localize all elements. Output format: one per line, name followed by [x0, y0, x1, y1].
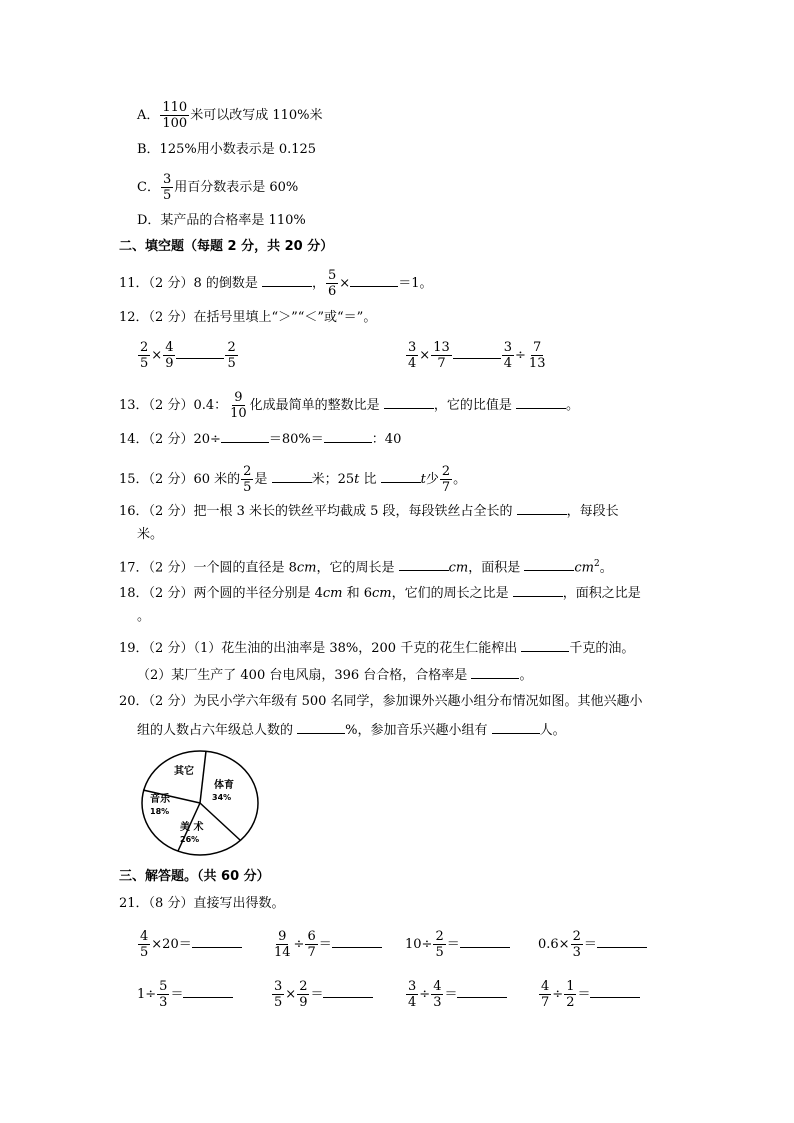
- answer-blank[interactable]: [471, 664, 519, 679]
- denominator: 7: [307, 945, 316, 960]
- q16-line-2: 米。: [137, 527, 164, 542]
- question-11: [119, 268, 432, 299]
- answer-blank[interactable]: [457, 983, 507, 998]
- numerator: 9: [234, 390, 243, 405]
- question-14: [119, 428, 401, 449]
- numerator: 7: [533, 340, 542, 355]
- answer-blank[interactable]: [453, 344, 501, 359]
- q18-line-2: 。: [137, 609, 151, 624]
- q15-text: 15．（2 分）60 米的: [119, 472, 241, 487]
- answer-blank[interactable]: [262, 272, 312, 287]
- q19-text-end: 千克的油。: [569, 641, 635, 656]
- denominator: 7: [441, 480, 451, 495]
- numerator: 4: [140, 929, 149, 944]
- calc-item-8: [538, 979, 640, 1010]
- variable-t: t: [420, 472, 426, 487]
- denominator: 5: [435, 945, 444, 960]
- denominator: 100: [162, 116, 188, 131]
- denominator: 7: [437, 356, 446, 371]
- fraction: [272, 929, 293, 960]
- operator: ×: [151, 348, 163, 363]
- q15-text-mid2: 米；25: [311, 472, 355, 487]
- variable-t: t: [354, 472, 360, 487]
- fraction: [539, 979, 551, 1010]
- denominator: 5: [140, 356, 149, 371]
- denominator: 9: [165, 356, 174, 371]
- denominator: 6: [328, 284, 337, 299]
- question-16: [119, 500, 619, 521]
- calc-text: ＝: [310, 987, 324, 1002]
- unit-cm: cm: [296, 560, 317, 576]
- numerator: 2: [299, 979, 308, 994]
- q11-text: 11．（2 分）8 的倒数是: [119, 276, 258, 291]
- calc-item-1: [137, 929, 242, 960]
- q13-text-mid2: ，它的比值是: [433, 398, 512, 413]
- fraction: [138, 340, 150, 371]
- operator: ÷: [293, 937, 305, 952]
- denominator: 5: [162, 188, 172, 203]
- calc-item-7: [405, 979, 507, 1010]
- denominator: 5: [274, 995, 283, 1010]
- numerator: 3: [503, 340, 513, 355]
- calc-text: ×20＝: [151, 937, 192, 952]
- denominator: 2: [566, 995, 575, 1010]
- numerator: 2: [435, 929, 444, 944]
- answer-blank[interactable]: [517, 500, 567, 515]
- q15-text-mid3: 比: [359, 472, 377, 487]
- fraction: [297, 979, 309, 1010]
- q11-operator: ×: [339, 276, 351, 291]
- answer-blank[interactable]: [324, 428, 372, 443]
- numerator: 5: [328, 268, 337, 283]
- answer-blank[interactable]: [192, 933, 242, 948]
- answer-blank[interactable]: [323, 983, 373, 998]
- denominator: 4: [408, 356, 417, 371]
- calc-item-2: [271, 929, 382, 960]
- calc-text: 1÷: [137, 987, 157, 1002]
- question-15: [119, 464, 466, 495]
- q19-text-2-end: 。: [519, 668, 533, 683]
- slice-label-sports: 体育: [214, 780, 234, 791]
- fraction: [157, 979, 169, 1010]
- operator: ÷: [515, 348, 526, 363]
- fraction: [241, 464, 253, 495]
- numerator: 110: [162, 100, 188, 115]
- q18-text-mid3: ，面积之比是: [562, 586, 641, 601]
- calc-text: ＝: [444, 987, 458, 1002]
- option-text: 米可以改写成 110%米: [190, 108, 323, 123]
- q18-text: 18．（2 分）两个圆的半径分别是 4: [119, 586, 323, 601]
- numerator: 4: [541, 979, 550, 994]
- q20-text-end: 人。: [539, 723, 566, 738]
- answer-blank[interactable]: [524, 556, 574, 571]
- fraction: [272, 979, 284, 1010]
- q13-text: 13．（2 分）0.4：: [119, 398, 228, 413]
- answer-blank[interactable]: [332, 933, 382, 948]
- calc-text: ＝: [577, 987, 591, 1002]
- q14-text-end: ：40: [371, 432, 402, 447]
- option-b: B．125%用小数表示是 0.125: [137, 142, 317, 157]
- answer-blank[interactable]: [221, 428, 269, 443]
- answer-blank[interactable]: [384, 394, 434, 409]
- fraction: [527, 340, 548, 371]
- answer-blank[interactable]: [492, 719, 540, 734]
- fraction: [564, 979, 576, 1010]
- unit-cm: cm: [322, 586, 343, 601]
- numerator: 4: [433, 979, 442, 994]
- question-13: [119, 390, 579, 421]
- fraction: [160, 100, 189, 131]
- denominator: 5: [243, 480, 252, 495]
- fraction: [161, 172, 173, 203]
- numerator: 3: [274, 979, 283, 994]
- fraction: [163, 340, 175, 371]
- question-12: 12．（2 分）在括号里填上“＞”“＜”或“＝”。: [119, 310, 377, 325]
- q20-text-2: 组的人数占六年级总人数的: [137, 723, 294, 738]
- answer-blank[interactable]: [176, 344, 224, 359]
- q18-text-mid2: ，它们的周长之比是: [391, 586, 509, 601]
- denominator: 10: [230, 406, 247, 421]
- calc-item-5: [137, 979, 233, 1010]
- fraction: [431, 979, 443, 1010]
- denominator: 4: [503, 356, 513, 371]
- slice-label-art: 美 术: [180, 822, 204, 833]
- q18-text-mid: 和 6: [342, 586, 373, 601]
- q13-text-end: 。: [565, 398, 579, 413]
- numerator: 9: [278, 929, 287, 944]
- fraction: [406, 340, 418, 371]
- numerator: 13: [433, 340, 450, 355]
- slice-value-sports: 34%: [212, 793, 232, 802]
- numerator: 6: [307, 929, 316, 944]
- q14-text-mid: ＝80%＝: [268, 432, 324, 447]
- numerator: 4: [165, 340, 174, 355]
- question-19: [119, 637, 634, 658]
- q19-text-2: （2）某厂生产了 400 台电风扇，396 台合格，合格率是: [137, 668, 468, 683]
- option-c: [137, 172, 298, 203]
- calc-text: ＝: [583, 937, 597, 952]
- slice-label-other: 其它: [174, 766, 194, 777]
- operator: ×: [285, 987, 297, 1002]
- question-18: [119, 582, 641, 603]
- slice-value-art: 26%: [180, 835, 200, 844]
- fraction: [406, 979, 418, 1010]
- q17-text-mid: ，它的周长是: [316, 560, 395, 576]
- calc-text: 10÷: [405, 937, 433, 952]
- q13-text-mid: 化成最简单的整数比是: [249, 398, 380, 413]
- denominator: 4: [408, 995, 417, 1010]
- answer-blank[interactable]: [516, 394, 566, 409]
- fraction: [305, 929, 317, 960]
- q20-line-2: [137, 719, 566, 740]
- q14-text: 14．（2 分）20÷: [119, 432, 221, 447]
- fraction: [138, 929, 150, 960]
- calc-text: ＝: [170, 987, 184, 1002]
- option-text: 用百分数表示是 60%: [174, 180, 299, 195]
- answer-blank[interactable]: [297, 719, 345, 734]
- slice-label-music: 音乐: [150, 794, 170, 805]
- numerator: 2: [227, 340, 236, 355]
- option-label: A．: [137, 108, 160, 123]
- calc-text: ＝: [318, 937, 332, 952]
- numerator: 3: [408, 979, 417, 994]
- denominator: 9: [299, 995, 308, 1010]
- numerator: 2: [243, 464, 252, 479]
- calc-text: 0.6×: [538, 937, 570, 952]
- answer-blank[interactable]: [521, 637, 569, 652]
- answer-blank[interactable]: [381, 468, 421, 483]
- operator: ÷: [552, 987, 564, 1002]
- q12-left-expression: [137, 340, 239, 371]
- denominator: 14: [274, 945, 291, 960]
- q11-sep: ，: [312, 276, 326, 291]
- question-21: 21．（8 分）直接写出得数。: [119, 896, 285, 911]
- q19-line-2: [137, 664, 532, 685]
- numerator: 2: [572, 929, 581, 944]
- q15-text-mid4: 少: [425, 472, 439, 487]
- answer-blank[interactable]: [399, 556, 449, 571]
- q11-text-end: ＝1。: [398, 276, 433, 291]
- numerator: 2: [140, 340, 149, 355]
- numerator: 1: [566, 979, 575, 994]
- operator: ÷: [419, 987, 431, 1002]
- calc-item-4: [538, 929, 647, 960]
- calc-text: ＝: [446, 937, 460, 952]
- answer-blank[interactable]: [183, 983, 233, 998]
- q17-text-end: 。: [599, 560, 613, 576]
- denominator: 3: [159, 995, 168, 1010]
- calc-item-6: [271, 979, 373, 1010]
- numerator: 2: [441, 464, 451, 479]
- denominator: 7: [541, 995, 550, 1010]
- answer-blank[interactable]: [350, 272, 398, 287]
- q15-text-mid: 是: [254, 472, 268, 487]
- q20-text-mid: %，参加音乐兴趣小组有: [345, 723, 488, 738]
- denominator: 5: [227, 356, 236, 371]
- q16-text: 16．（2 分）把一根 3 米长的铁丝平均截成 5 段，每段铁丝占全长的: [119, 504, 513, 519]
- q17-text: 17．（2 分）一个圆的直径是 8: [119, 560, 297, 576]
- pie-chart: [140, 748, 260, 858]
- answer-blank[interactable]: [597, 933, 647, 948]
- question-17: [119, 555, 613, 577]
- q19-text: 19．（2 分）（1）花生油的出油率是 38%，200 千克的花生仁能榨出: [119, 641, 518, 656]
- q15-text-end: 。: [453, 472, 467, 487]
- answer-blank[interactable]: [513, 582, 563, 597]
- unit-cm: cm: [448, 560, 469, 576]
- denominator: 3: [433, 995, 442, 1010]
- answer-blank[interactable]: [590, 983, 640, 998]
- option-label: C．: [137, 180, 160, 195]
- calc-item-3: [405, 929, 510, 960]
- numerator: 5: [159, 979, 168, 994]
- fraction: [440, 464, 452, 495]
- fraction: [431, 340, 452, 371]
- fraction: [326, 268, 338, 299]
- q16-text-end: ，每段长: [566, 504, 619, 519]
- option-a: [137, 100, 323, 131]
- q17-text-mid2: ，面积是: [468, 560, 521, 576]
- option-d: D．某产品的合格率是 110%: [137, 213, 306, 228]
- numerator: 3: [408, 340, 417, 355]
- fraction: [571, 929, 583, 960]
- fraction: [502, 340, 514, 371]
- section-2-title: 二、填空题（每题 2 分，共 20 分）: [119, 239, 334, 254]
- answer-blank[interactable]: [272, 468, 312, 483]
- numerator: 3: [162, 172, 172, 187]
- fraction: [225, 340, 237, 371]
- denominator: 13: [528, 356, 546, 371]
- question-20: 20．（2 分）为民小学六年级有 500 名同学，参加课外兴趣小组分布情况如图。其他兴趣小: [119, 694, 643, 709]
- answer-blank[interactable]: [460, 933, 510, 948]
- denominator: 5: [140, 945, 149, 960]
- unit-cm: cm: [574, 560, 594, 576]
- unit-cm: cm: [372, 586, 392, 601]
- section-3-title: 三、解答题。（共 60 分）: [119, 869, 270, 884]
- denominator: 3: [572, 945, 581, 960]
- fraction: [228, 390, 249, 421]
- slice-value-music: 18%: [150, 807, 170, 816]
- operator: ×: [419, 348, 431, 363]
- superscript-2: 2: [594, 559, 600, 569]
- fraction: [433, 929, 445, 960]
- q12-right-expression: [405, 340, 548, 371]
